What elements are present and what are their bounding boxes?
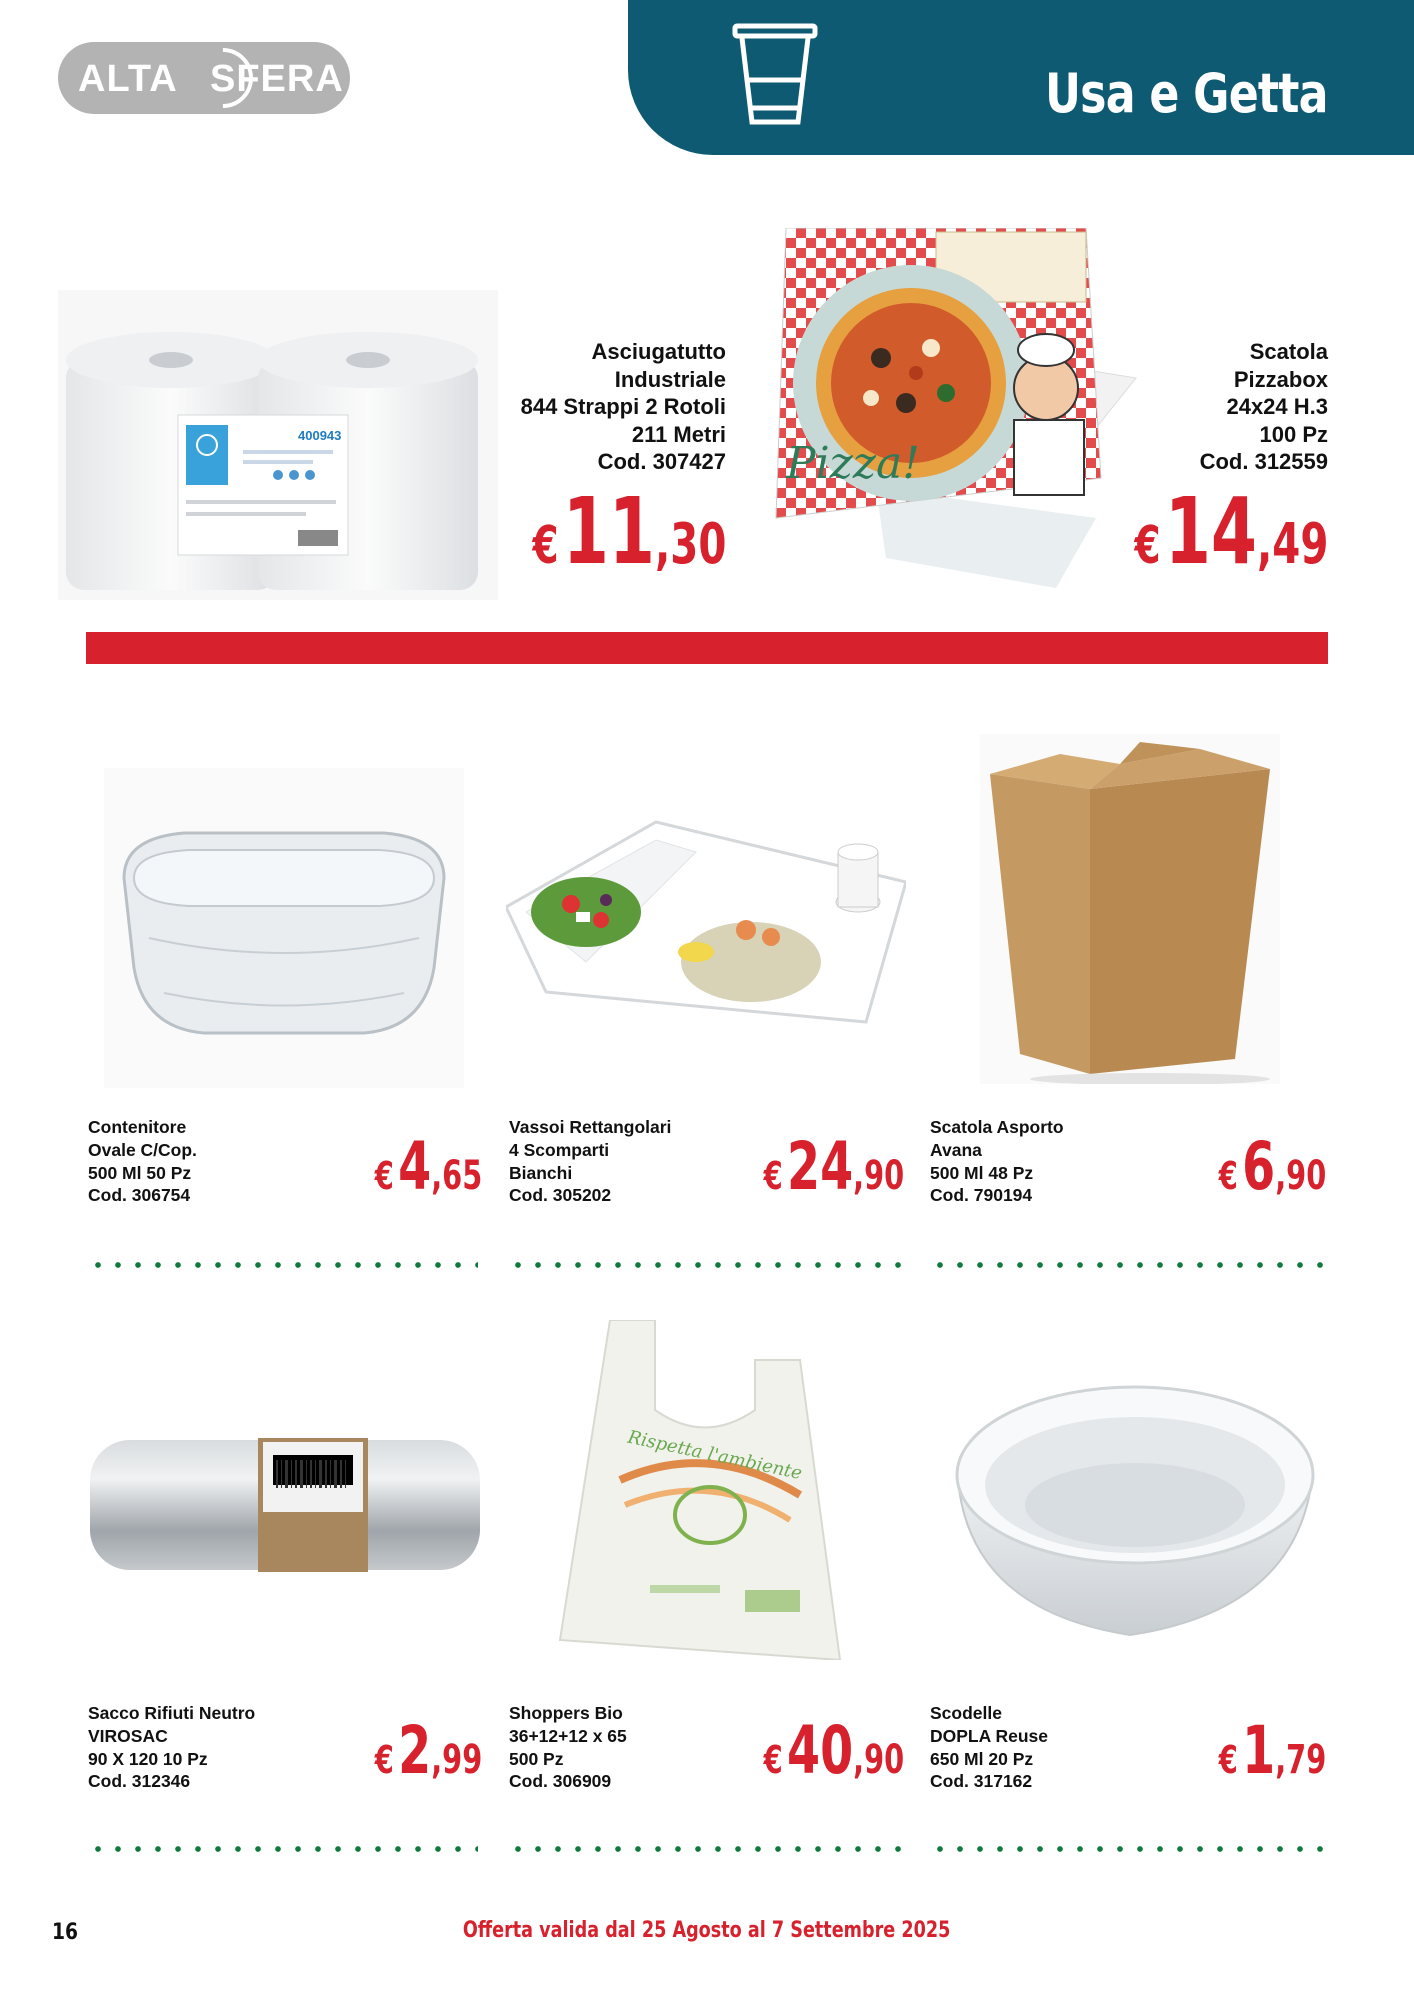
description-line: 211 Metri [631, 421, 726, 447]
price-currency: € [374, 1738, 394, 1782]
product-code: Cod. 307427 [597, 449, 726, 474]
offer-validity [0, 1918, 1414, 1943]
shopping-bag-image [540, 1320, 880, 1660]
price-decimal: ,90 [852, 1737, 904, 1783]
description-line: DOPLA Reuse [930, 1725, 1048, 1746]
price-integer: 40 [786, 1712, 853, 1789]
description-line: 24x24 H.3 [1226, 394, 1328, 419]
price-decimal: ,99 [430, 1737, 482, 1783]
description-line: Pizzabox [1233, 366, 1328, 392]
product-code: Cod. 305202 [509, 1185, 612, 1206]
price-integer: 1 [1241, 1712, 1275, 1789]
description-line: Vassoi Rettangolari [509, 1117, 672, 1137]
price-integer: 2 [397, 1712, 431, 1789]
product-description [509, 1702, 627, 1793]
price-tag [1219, 1712, 1326, 1789]
price-currency: € [763, 1738, 783, 1782]
product-code: Cod. 317162 [930, 1771, 1033, 1792]
brand-logo [58, 42, 350, 114]
product-description [930, 1116, 1064, 1207]
price-integer: 4 [397, 1128, 431, 1205]
description-line: Scatola [1249, 339, 1328, 364]
description-line: 36+12+12 x 65 [509, 1725, 627, 1746]
product-code: Cod. 306754 [88, 1185, 191, 1206]
description-line: Industriale [614, 366, 726, 392]
description-line: 100 Pz [1259, 421, 1328, 447]
description-line: 90 X 120 10 Pz [88, 1748, 208, 1769]
dotted-divider [508, 1262, 908, 1268]
price-tag [375, 1712, 482, 1789]
product-description [521, 338, 726, 476]
pizza-box-image [756, 228, 1156, 588]
food-tray-image [506, 812, 906, 1032]
description-line: Contenitore [88, 1117, 187, 1137]
price-decimal: ,30 [654, 512, 726, 577]
description-line: Avana [930, 1139, 982, 1160]
dotted-divider [508, 1846, 908, 1852]
roll-label-code: 400943 [298, 428, 342, 443]
price-decimal: ,65 [430, 1153, 482, 1199]
price-integer: 6 [1241, 1128, 1275, 1205]
dotted-divider [88, 1262, 478, 1268]
section-divider-red [86, 632, 1328, 664]
price-decimal: ,90 [852, 1153, 904, 1199]
description-line: 500 Pz [509, 1748, 564, 1769]
price-currency: € [763, 1154, 783, 1198]
bag-print-text: Rispetta l'ambiente [625, 1426, 804, 1485]
bowl-image [950, 1380, 1320, 1650]
dotted-divider [88, 1846, 478, 1852]
price-currency: € [1134, 516, 1161, 576]
description-line: 500 Ml 50 Pz [88, 1162, 192, 1183]
price-currency: € [532, 516, 559, 576]
product-code: Cod. 790194 [930, 1185, 1033, 1206]
price-integer: 24 [786, 1128, 853, 1205]
description-line: 844 Strappi 2 Rotoli [520, 394, 726, 419]
description-line: Bianchi [509, 1162, 573, 1183]
dotted-divider [930, 1262, 1330, 1268]
price-tag [763, 1128, 904, 1205]
price-tag [1219, 1128, 1326, 1205]
category-header [628, 0, 1414, 155]
takeaway-box-image [980, 734, 1280, 1084]
logo-text-left: ALTA [78, 58, 178, 100]
logo-text-right: SFERA [210, 58, 344, 100]
price-currency: € [1218, 1738, 1238, 1782]
garbage-bag-roll-image [88, 1410, 488, 1590]
price-integer: 11 [562, 478, 655, 585]
product-code: Cod. 306909 [509, 1771, 612, 1792]
dotted-divider [930, 1846, 1330, 1852]
description-line: VIROSAC [88, 1725, 168, 1746]
product-description [509, 1116, 671, 1207]
paper-towel-roll-image [58, 290, 498, 600]
description-line: Scatola Asporto [930, 1117, 1064, 1137]
price-currency: € [1218, 1154, 1238, 1198]
category-title: Usa e Getta [1045, 62, 1328, 125]
price-integer: 14 [1164, 478, 1257, 585]
description-line: Ovale C/Cop. [88, 1139, 197, 1160]
description-line: Scodelle [930, 1703, 1002, 1723]
clear-container-image [104, 768, 464, 1088]
product-description [1200, 338, 1328, 476]
page-number: 16 [52, 1920, 79, 1945]
product-description [930, 1702, 1048, 1793]
price-tag [763, 1712, 904, 1789]
price-decimal: ,49 [1256, 512, 1328, 577]
product-code: Cod. 312346 [88, 1771, 191, 1792]
price-decimal: ,79 [1274, 1737, 1326, 1783]
product-code: Cod. 312559 [1199, 449, 1328, 474]
description-line: Shoppers Bio [509, 1703, 623, 1723]
price-decimal: ,90 [1274, 1153, 1326, 1199]
offer-validity-text: Offerta valida dal 25 Agosto al 7 Settembre 2025 [463, 1918, 951, 1943]
description-line: 500 Ml 48 Pz [930, 1162, 1034, 1183]
product-description [88, 1702, 255, 1793]
price-tag [375, 1128, 482, 1205]
product-description [88, 1116, 197, 1207]
description-line: 650 Ml 20 Pz [930, 1748, 1034, 1769]
price-currency: € [374, 1154, 394, 1198]
description-line: 4 Scomparti [509, 1139, 610, 1160]
pizza-box-text: Pizza! [786, 438, 920, 489]
disposable-cup-icon [732, 22, 818, 130]
description-line: Sacco Rifiuti Neutro [88, 1703, 256, 1723]
price-tag [1134, 478, 1328, 585]
price-tag [532, 478, 726, 585]
description-line: Asciugatutto [591, 339, 726, 364]
